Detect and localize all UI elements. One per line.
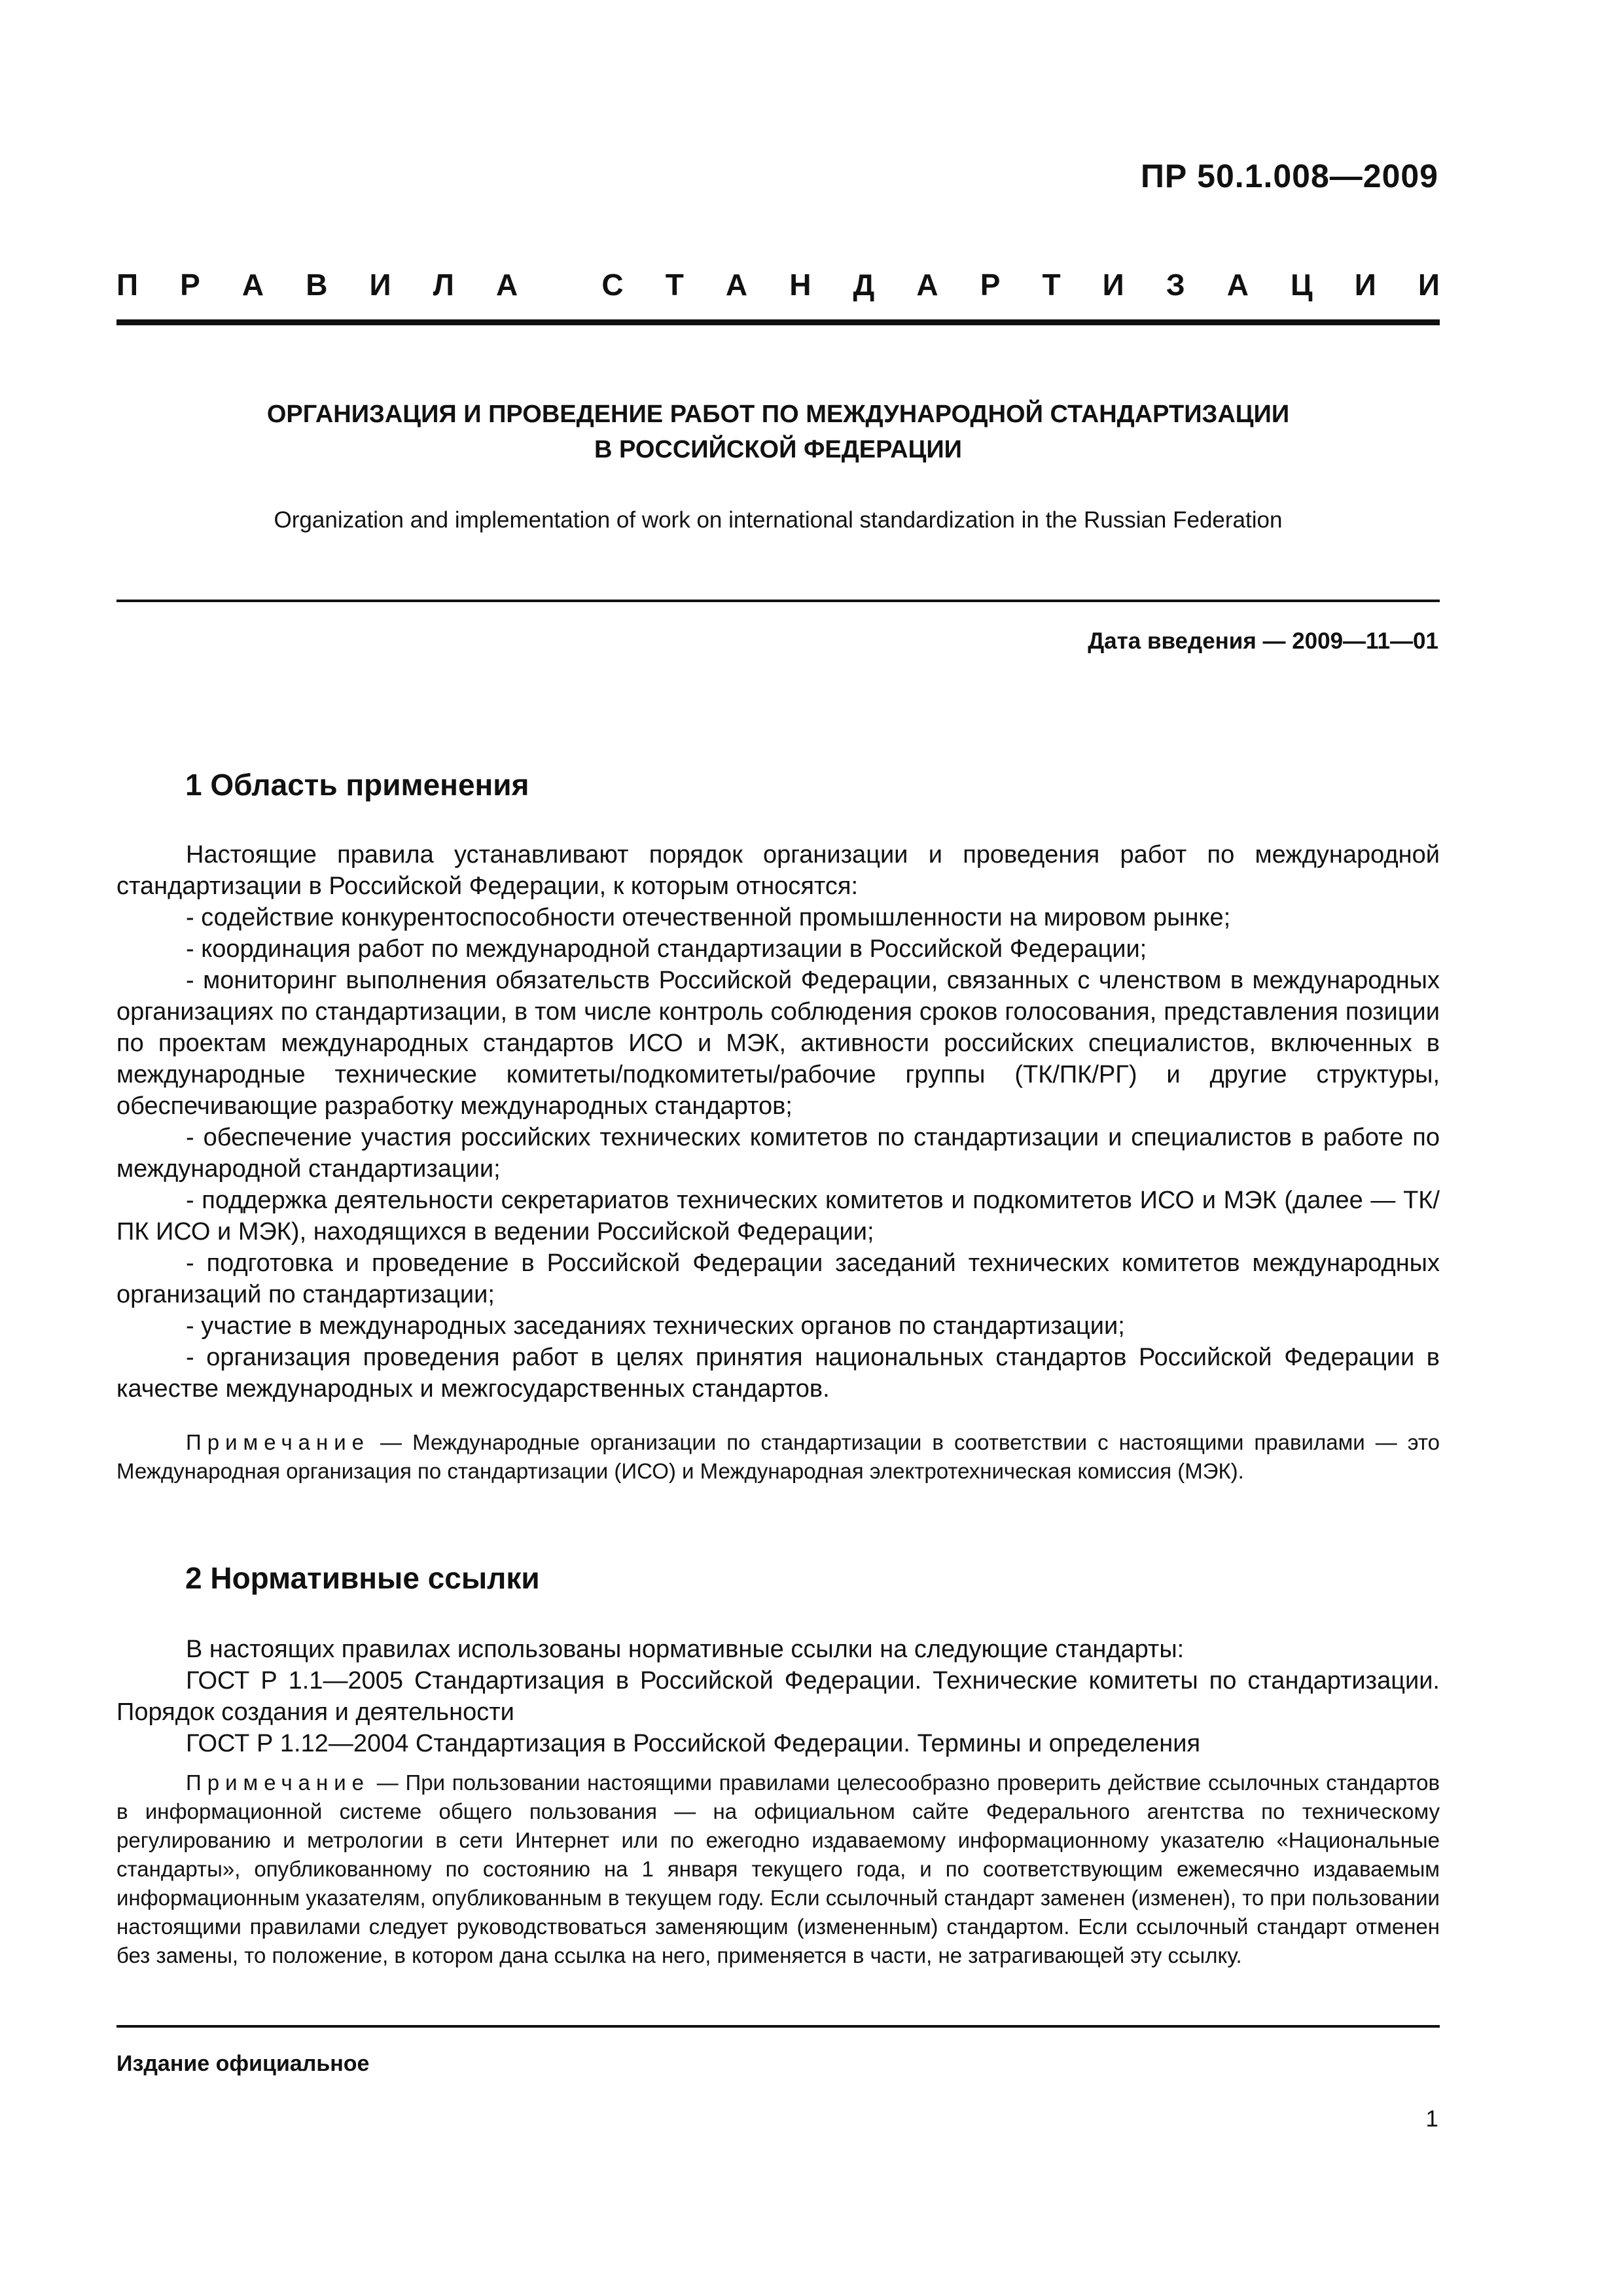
series-letter: Л <box>433 268 454 302</box>
series-letter: И <box>1354 268 1376 302</box>
section-1-note <box>116 1428 1440 1486</box>
section-1-heading: 1 Область применения <box>185 768 529 802</box>
series-letter: И <box>1102 268 1124 302</box>
section-1-intro: Настоящие правила устанавливают порядок организации и проведения работ по международной стандартизации в Российской Федерации, к которым относятся: <box>116 841 1440 900</box>
section-2-note <box>116 1768 1440 1970</box>
list-item: - обеспечение участия российских технических комитетов по стандартизации и специалистов в работе по международной стандартизации; <box>116 1124 1440 1183</box>
series-letter: Т <box>1042 268 1061 302</box>
section-1-body <box>116 839 1440 1405</box>
footer-rule <box>116 2025 1440 2028</box>
series-letter: А <box>916 268 938 302</box>
header-rule <box>116 319 1440 325</box>
list-item: - содействие конкурентоспособности отечественной промышленности на мировом рынке; <box>186 904 1231 931</box>
date-of-introduction: Дата введения — 2009—11—01 <box>1088 628 1438 654</box>
series-letter: Т <box>665 268 684 302</box>
english-title: Organization and implementation of work on international standardization in the Russian Federation <box>274 507 1283 533</box>
section-2-intro: В настоящих правилах использованы нормативные ссылки на следующие стандарты: <box>186 1636 1185 1663</box>
series-letter: А <box>725 268 748 302</box>
series-letter: Р <box>980 268 1001 302</box>
page-number: 1 <box>1425 2106 1438 2132</box>
series-letter: И <box>1418 268 1440 302</box>
series-letter: А <box>496 268 518 302</box>
list-item: - организация проведения работ в целях принятия национальных стандартов Российской Федерации в качестве международных и межгосударственных стандартов. <box>116 1344 1440 1403</box>
list-item: - мониторинг выполнения обязательств Российской Федерации, связанных с членством в международных организациях по стандартизации, в том числе контроль соблюдения сроков голосования, представления позиции по проектам международных стандартов ИСО и МЭК, активности российских специалистов, включенных в международные технические комитеты/подкомитеты/рабочие группы (ТК/ПК/РГ) и другие структуры, обеспечивающие разработку международных стандартов; <box>116 967 1440 1120</box>
series-letter: В <box>306 268 328 302</box>
list-item: - координация работ по международной стандартизации в Российской Федерации; <box>186 935 1147 963</box>
series-letter: Ц <box>1291 268 1313 302</box>
section-2-body <box>116 1634 1440 1759</box>
series-letter: И <box>369 268 391 302</box>
list-item: - участие в международных заседаниях технических органов по стандартизации; <box>186 1312 1125 1340</box>
list-item: - подготовка и проведение в Российской Федерации заседаний технических комитетов международных организаций по стандартизации; <box>116 1249 1440 1308</box>
note-label: Примечание <box>186 1430 370 1454</box>
edition-label: Издание официальное <box>116 2051 370 2076</box>
list-item: - поддержка деятельности секретариатов технических комитетов и подкомитетов ИСО и МЭК (далее — ТК/ПК ИСО и МЭК), находящихся в ведении Российской Федерации; <box>116 1187 1440 1246</box>
series-letter: А <box>1226 268 1249 302</box>
title-line-2: В РОССИЙСКОЙ ФЕДЕРАЦИИ <box>594 436 962 463</box>
note-text: — Международные организации по стандартизации в соответствии с настоящими правилами — это Международная организация по стандартизации (ИСО) и Международная электротехническая комиссия (МЭК). <box>116 1430 1440 1483</box>
title-rule <box>116 600 1440 602</box>
document-title <box>116 397 1440 467</box>
series-letter: Р <box>180 268 200 302</box>
note-label: Примечание <box>186 1770 370 1795</box>
document-series-heading <box>116 267 1440 302</box>
series-letter: Д <box>853 268 875 302</box>
reference-item: ГОСТ Р 1.12—2004 Стандартизация в Российской Федерации. Термины и определения <box>186 1730 1201 1757</box>
series-letter: Н <box>789 268 812 302</box>
section-2-heading: 2 Нормативные ссылки <box>185 1561 540 1595</box>
title-line-1: ОРГАНИЗАЦИЯ И ПРОВЕДЕНИЕ РАБОТ ПО МЕЖДУНАРОДНОЙ СТАНДАРТИЗАЦИИ <box>266 401 1290 428</box>
series-letter: С <box>601 268 624 302</box>
series-letter: П <box>116 268 139 302</box>
document-number: ПР 50.1.008—2009 <box>1140 158 1438 194</box>
note-text: — При пользовании настоящими правилами целесообразно проверить действие ссылочных стандартов в информационной системе общего пользования — на официальном сайте Федерального агентства по техническому регулированию и метрологии в сети Интернет или по ежегодно издаваемому информационному указателю «Национальные стандарты», опубликованному по состоянию на 1 января текущего года, и по соответствующим ежемесячно издаваемым информационным указателям, опубликованным в текущем году. Если ссылочный стандарт заменен (изменен), то при пользовании настоящими правилами следует руководствоваться заменяющим (измененным) стандартом. Если ссылочный стандарт отменен без замены, то положение, в котором дана ссылка на него, применяется в части, не затрагивающей эту ссылку. <box>116 1770 1440 1967</box>
series-letter: З <box>1166 268 1185 302</box>
series-letter: А <box>241 268 264 302</box>
reference-item: ГОСТ Р 1.1—2005 Стандартизация в Российской Федерации. Технические комитеты по стандартизации. Порядок создания и деятельности <box>116 1667 1440 1726</box>
